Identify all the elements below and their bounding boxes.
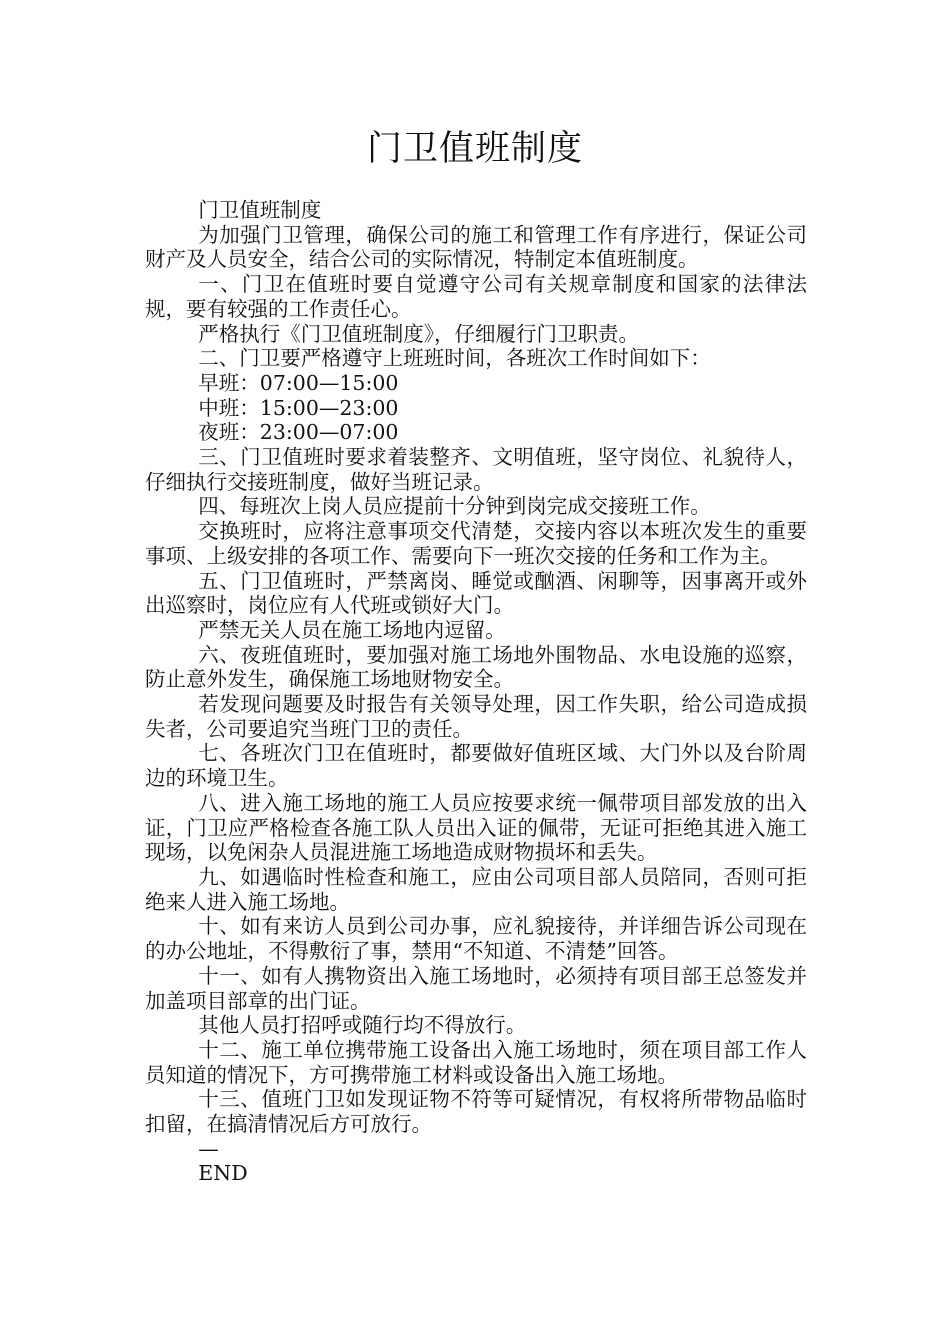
paragraph: 二、门卫要严格遵守上班班时间，各班次工作时间如下： [198, 346, 711, 371]
paragraph: 交换班时，应将注意事项交代清楚，交接内容以本班次发生的重要事项、上级安排的各项工作、需要向下一班次交接的任务和工作为主。 [145, 519, 807, 568]
paragraph: 四、每班次上岗人员应提前十分钟到岗完成交接班工作。 [198, 494, 711, 519]
paragraph: 为加强门卫管理，确保公司的施工和管理工作有序进行，保证公司财产及人员安全，结合公司的实际情况，特制定本值班制度。 [145, 222, 807, 272]
document-body [145, 198, 807, 1186]
end-marker: END [198, 1161, 248, 1186]
paragraph: 六、夜班值班时，要加强对施工场地外围物品、水电设施的巡察，防止意外发生，确保施工场地财物安全。 [145, 642, 807, 692]
paragraph: 九、如遇临时性检查和施工，应由公司项目部人员陪同，否则可拒绝来人进入施工场地。 [145, 864, 807, 914]
paragraph: 五、门卫值班时，严禁离岗、睡觉或酗酒、闲聊等，因事离开或外出巡察时，岗位应有人代班或锁好大门。 [145, 568, 807, 618]
paragraph: 三、门卫值班时要求着装整齐、文明值班，坚守岗位、礼貌待人，仔细执行交接班制度，做好当班记录。 [145, 445, 807, 494]
paragraph: 十、如有来访人员到公司办事，应礼貌接待，并详细告诉公司现在的办公地址，不得敷衍了事，禁用“不知道、不清楚”回答。 [145, 914, 807, 964]
paragraph: — [198, 1136, 219, 1161]
paragraph: 十一、如有人携物资出入施工场地时，必须持有项目部王总签发并加盖项目部章的出门证。 [145, 963, 807, 1013]
paragraph: 早班：07:00—15:00 [198, 370, 399, 395]
paragraph: 门卫值班制度 [198, 198, 322, 222]
paragraph: 中班：15:00—23:00 [198, 395, 399, 420]
paragraph: 若发现问题要及时报告有关领导处理，因工作失职，给公司造成损失者，公司要追究当班门卫的责任。 [145, 692, 807, 741]
paragraph: 七、各班次门卫在值班时，都要做好值班区域、大门外以及台阶周边的环境卫生。 [145, 741, 807, 791]
paragraph: 十三、值班门卫如发现证物不符等可疑情况，有权将所带物品临时扣留，在搞清情况后方可放行。 [145, 1087, 807, 1137]
paragraph: 一、门卫在值班时要自觉遵守公司有关规章制度和国家的法律法规，要有较强的工作责任心。 [145, 272, 807, 321]
document-title: 门卫值班制度 [366, 129, 583, 169]
paragraph: 其他人员打招呼或随行均不得放行。 [198, 1013, 527, 1038]
paragraph: 十二、施工单位携带施工设备出入施工场地时，须在项目部工作人员知道的情况下，方可携带施工材料或设备出入施工场地。 [145, 1037, 807, 1087]
paragraph: 严禁无关人员在施工场地内逗留。 [198, 617, 506, 642]
paragraph: 夜班：23:00—07:00 [198, 420, 399, 445]
paragraph: 严格执行《门卫值班制度》，仔细履行门卫职责。 [198, 321, 640, 346]
paragraph: 八、进入施工场地的施工人员应按要求统一佩带项目部发放的出入证，门卫应严格检查各施工队人员出入证的佩带，无证可拒绝其进入施工现场，以免闲杂人员混进施工场地造成财物损坏和丢失。 [145, 790, 807, 865]
